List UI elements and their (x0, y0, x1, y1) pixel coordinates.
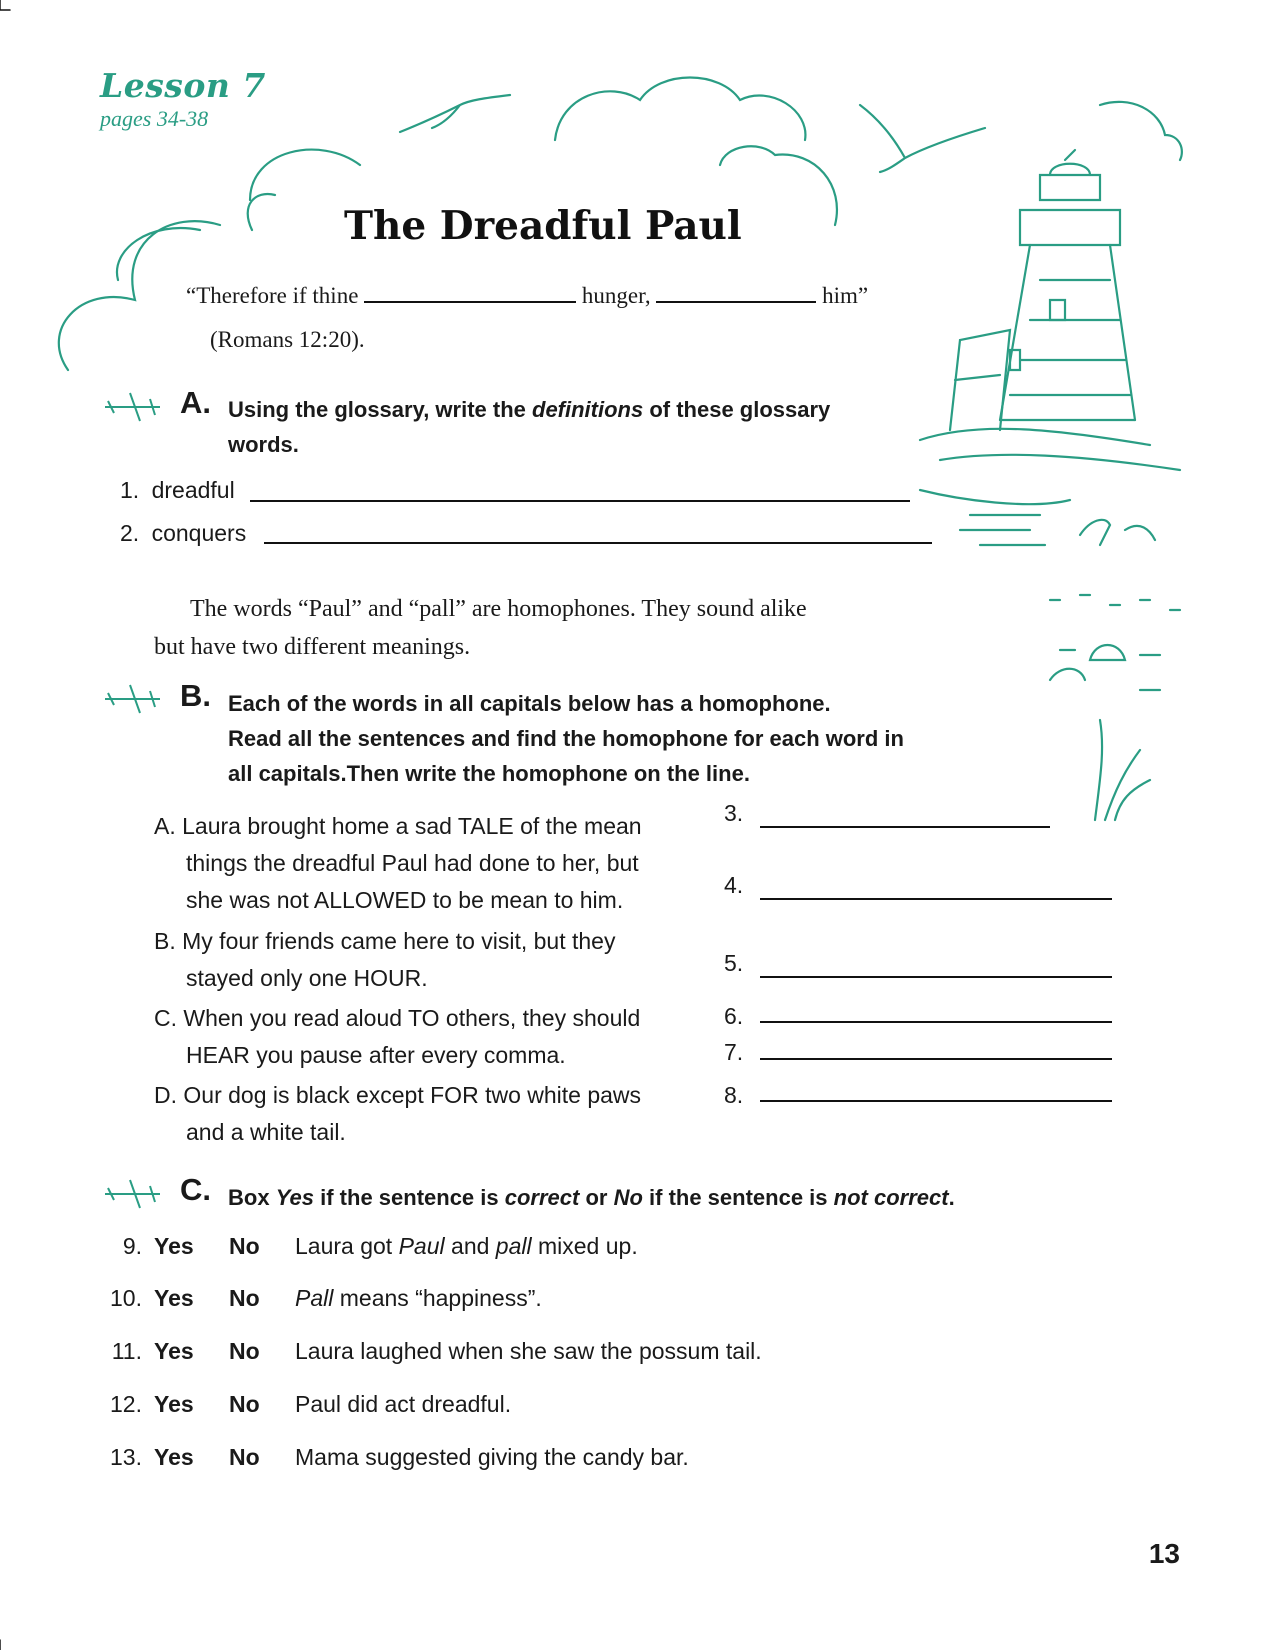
plane-icon (100, 677, 168, 717)
no-option[interactable]: No (229, 1444, 260, 1470)
answer-line-8[interactable] (760, 1100, 1112, 1102)
lighthouse-icon (920, 150, 1180, 504)
verse-blank-2[interactable] (656, 301, 816, 303)
statement (295, 1233, 638, 1260)
answer-number-6: 6. (724, 1003, 744, 1029)
item-number: 9. (122, 1233, 142, 1259)
yes-option[interactable]: Yes (154, 1233, 194, 1259)
statement-part: Pall (295, 1285, 334, 1311)
yes-option[interactable]: Yes (154, 1285, 194, 1311)
answer-line-3[interactable] (760, 826, 1050, 828)
grass-icon (1095, 720, 1150, 820)
sentence-a: A. Laura brought home a sad TALE of the mean things the dreadful Paul had done to her, but she was not ALLOWED to be mean to him. (154, 813, 642, 913)
answer-number-4: 4. (724, 872, 744, 898)
statement (295, 1285, 542, 1312)
answer-number-7: 7. (724, 1039, 744, 1065)
section-c-instruction: Box Yes if the sentence is correct or No if the sentence is not correct. (228, 1185, 955, 1210)
statement-part: Paul (398, 1233, 445, 1259)
definition-item-2: 2. conquers (120, 520, 247, 546)
section-c-letter: C. (180, 1172, 211, 1207)
shell-icon (1090, 645, 1125, 660)
seagull-icon (400, 95, 510, 132)
statement (295, 1444, 689, 1471)
plane-icon (100, 385, 168, 425)
definition-line-2[interactable] (264, 542, 932, 544)
lesson-pages: pages 34-38 (100, 106, 209, 131)
verse-before: “Therefore if thine (186, 283, 359, 308)
no-option[interactable]: No (229, 1285, 260, 1311)
statement-part: Paul did act dreadful. (295, 1391, 512, 1417)
no-option[interactable]: No (229, 1391, 260, 1417)
verse-middle: hunger, (581, 283, 651, 308)
page-title: The Dreadful Paul (344, 203, 742, 249)
sentence-c: C. When you read aloud TO others, they should HEAR you pause after every comma. (154, 1005, 641, 1068)
no-option[interactable]: No (229, 1233, 260, 1259)
statement-part: pall (495, 1233, 532, 1259)
item-number: 13. (110, 1444, 142, 1470)
page-number: 13 (1148, 1538, 1180, 1569)
yes-option[interactable]: Yes (154, 1338, 194, 1364)
plane-icon (100, 1172, 168, 1212)
statement (295, 1391, 511, 1418)
item-number: 11. (111, 1338, 142, 1364)
item-number: 10. (110, 1285, 142, 1311)
answer-number-5: 5. (724, 950, 744, 976)
answer-line-6[interactable] (760, 1021, 1112, 1023)
section-b-instruction: Each of the words in all capitals below has a homophone. Read all the sentences and find the homophone for each word in all capitals.Then write the homophone on the line. (228, 691, 904, 786)
statement-part: means “happiness”. (333, 1285, 542, 1311)
yes-option[interactable]: Yes (154, 1444, 194, 1470)
answer-line-5[interactable] (760, 976, 1112, 978)
sentence-b: B. My four friends came here to visit, but they stayed only one HOUR. (154, 928, 616, 991)
homophone-note: The words “Paul” and “pall” are homophones. They sound alike but have two different meanings. (154, 596, 807, 660)
item-number: 12. (110, 1391, 142, 1417)
definition-line-1[interactable] (250, 500, 910, 502)
answer-line-4[interactable] (760, 898, 1112, 900)
statement-part: and (444, 1233, 496, 1259)
lesson-number: Lesson 7 (100, 66, 266, 105)
statement-part: Laura laughed when she saw the possum tail. (295, 1338, 762, 1364)
yes-option[interactable]: Yes (154, 1391, 194, 1417)
answer-line-7[interactable] (760, 1058, 1112, 1060)
statement (295, 1338, 762, 1365)
statement-part: Mama suggested giving the candy bar. (295, 1444, 689, 1470)
verse-blank-1[interactable] (364, 301, 576, 303)
no-option[interactable]: No (229, 1338, 260, 1364)
statement-part: Laura got (295, 1233, 399, 1259)
statement-part: mixed up. (531, 1233, 638, 1259)
section-a-instruction: Using the glossary, write the definitions of these glossary words. (228, 397, 831, 457)
verse-reference: (Romans 12:20). (210, 327, 365, 352)
section-b-letter: B. (180, 678, 211, 713)
verse-line (186, 283, 868, 309)
section-a-letter: A. (180, 385, 211, 420)
answer-number-8: 8. (724, 1082, 744, 1108)
answer-number-3: 3. (724, 800, 744, 826)
verse-after: him” (822, 283, 869, 308)
sandpiper-icon (1080, 520, 1110, 545)
sentence-d: D. Our dog is black except FOR two white paws and a white tail. (154, 1082, 642, 1145)
definition-item-1: 1. dreadful (120, 477, 235, 503)
